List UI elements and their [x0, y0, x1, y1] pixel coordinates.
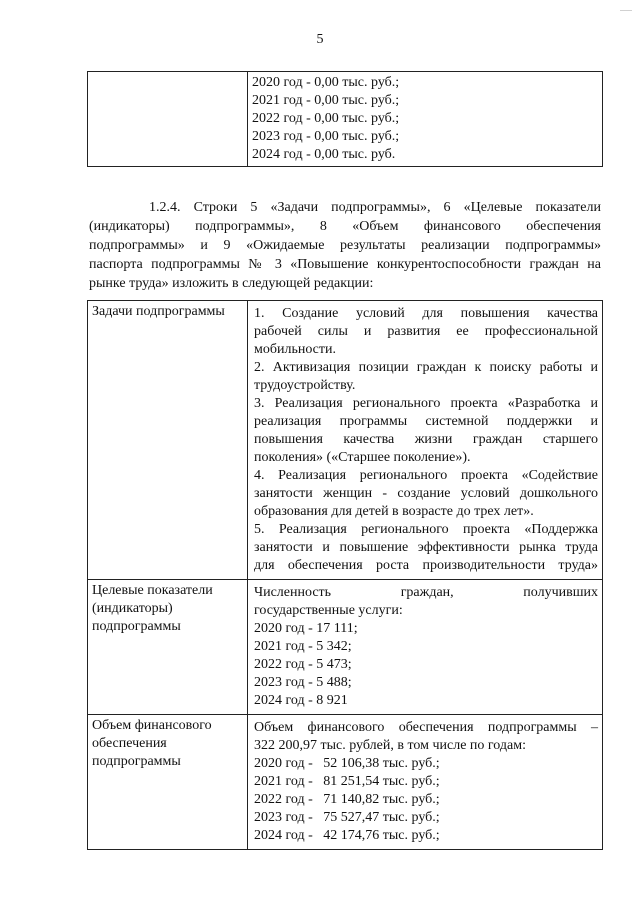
table-row: [88, 715, 603, 850]
row-label-cell: [88, 715, 248, 850]
continuation-row: [88, 72, 603, 167]
row-content-line: 2022 год - 5 473;: [254, 657, 352, 672]
page-number: 5: [316, 32, 324, 47]
row-content-line: Объем финансового обеспечения подпрограммы –: [254, 720, 598, 735]
row-content-line: 5. Реализация регионального проекта «Поддержка: [254, 522, 598, 537]
row-content-line: 4. Реализация регионального проекта «Содействие: [254, 468, 598, 483]
funding-line: 2020 год - 0,00 тыс. руб.;: [252, 75, 400, 90]
row-content-line: для обеспечения роста производительности труда»: [254, 558, 598, 573]
subprogram-passport-table: [87, 300, 603, 850]
row-label: Задачи подпрограммы: [92, 304, 225, 319]
table-row: [88, 301, 603, 580]
row-label: (индикаторы): [92, 601, 173, 616]
row-content-cell: [248, 715, 603, 850]
row-content-line: реализация программы системной поддержки и: [254, 414, 598, 429]
row-content-line: мобильности.: [254, 342, 337, 357]
funding-line: 2022 год - 0,00 тыс. руб.;: [252, 111, 400, 126]
row-content-line: 2023 год - 75 527,47 тыс. руб.;: [254, 810, 440, 825]
row-label-cell: [88, 580, 248, 715]
row-content-line: 2023 год - 5 488;: [254, 675, 352, 690]
row-content-line: 3. Реализация регионального проекта «Разработка и: [254, 396, 598, 411]
row-content-line: занятости и повышение эффективности рынка труда: [254, 540, 598, 555]
paragraph-line: рынке труда» изложить в следующей редакции:: [89, 276, 374, 291]
row-label: обеспечения: [92, 736, 167, 751]
row-content-line: рабочей силы и развития ее профессиональной: [254, 324, 598, 339]
row-label: Объем финансового: [92, 718, 212, 733]
row-label: подпрограммы: [92, 619, 181, 634]
row-content-line: поколения» («Старшее поколение»).: [254, 450, 471, 465]
row-content-cell: [248, 580, 603, 715]
continuation-table: [87, 71, 603, 167]
paragraph-line: подпрограммы» и 9 «Ожидаемые результаты реализации подпрограммы»: [89, 238, 601, 253]
paragraph-line: 1.2.4. Строки 5 «Задачи подпрограммы», 6 «Целевые показатели: [149, 200, 601, 215]
row-content-line: 1. Создание условий для повышения качества: [254, 306, 598, 321]
row-label: Целевые показатели: [92, 583, 213, 598]
row-content-line: 2020 год - 52 106,38 тыс. руб.;: [254, 756, 440, 771]
row-label: подпрограммы: [92, 754, 181, 769]
row-content-line: 322 200,97 тыс. рублей, в том числе по годам:: [254, 738, 526, 753]
row-content-line: 2022 год - 71 140,82 тыс. руб.;: [254, 792, 440, 807]
row-content-cell: [248, 301, 603, 580]
row-content-line: образования для детей в возрасте до трех лет».: [254, 504, 534, 519]
row-content-line: Численность граждан, получивших: [254, 585, 598, 600]
row-content-line: 2021 год - 5 342;: [254, 639, 352, 654]
row-content-line: 2020 год - 17 111;: [254, 621, 358, 636]
row-content-line: государственные услуги:: [254, 603, 403, 618]
continuation-label-cell: [88, 72, 248, 167]
row-content-line: 2021 год - 81 251,54 тыс. руб.;: [254, 774, 440, 789]
amendment-paragraph: [89, 198, 601, 293]
continuation-content-cell: [248, 72, 603, 167]
row-content-line: трудоустройству.: [254, 378, 356, 393]
paragraph-line: (индикаторы) подпрограммы», 8 «Объем финансового обеспечения: [89, 219, 601, 234]
row-content-line: 2. Активизация позиции граждан к поиску работы и: [254, 360, 598, 375]
funding-line: 2023 год - 0,00 тыс. руб.;: [252, 129, 400, 144]
table-row: [88, 580, 603, 715]
funding-line: 2024 год - 0,00 тыс. руб.: [252, 147, 396, 162]
row-content-line: 2024 год - 42 174,76 тыс. руб.;: [254, 828, 440, 843]
row-content-line: занятости женщин - создание условий дошкольного: [254, 486, 598, 501]
funding-line: 2021 год - 0,00 тыс. руб.;: [252, 93, 400, 108]
row-content-line: повышения качества жизни граждан старшего: [254, 432, 598, 447]
row-label-cell: [88, 301, 248, 580]
corner-mark: ......: [620, 4, 632, 13]
paragraph-line: паспорта подпрограммы № 3 «Повышение конкурентоспособности граждан на: [89, 257, 601, 272]
row-content-line: 2024 год - 8 921: [254, 693, 348, 708]
